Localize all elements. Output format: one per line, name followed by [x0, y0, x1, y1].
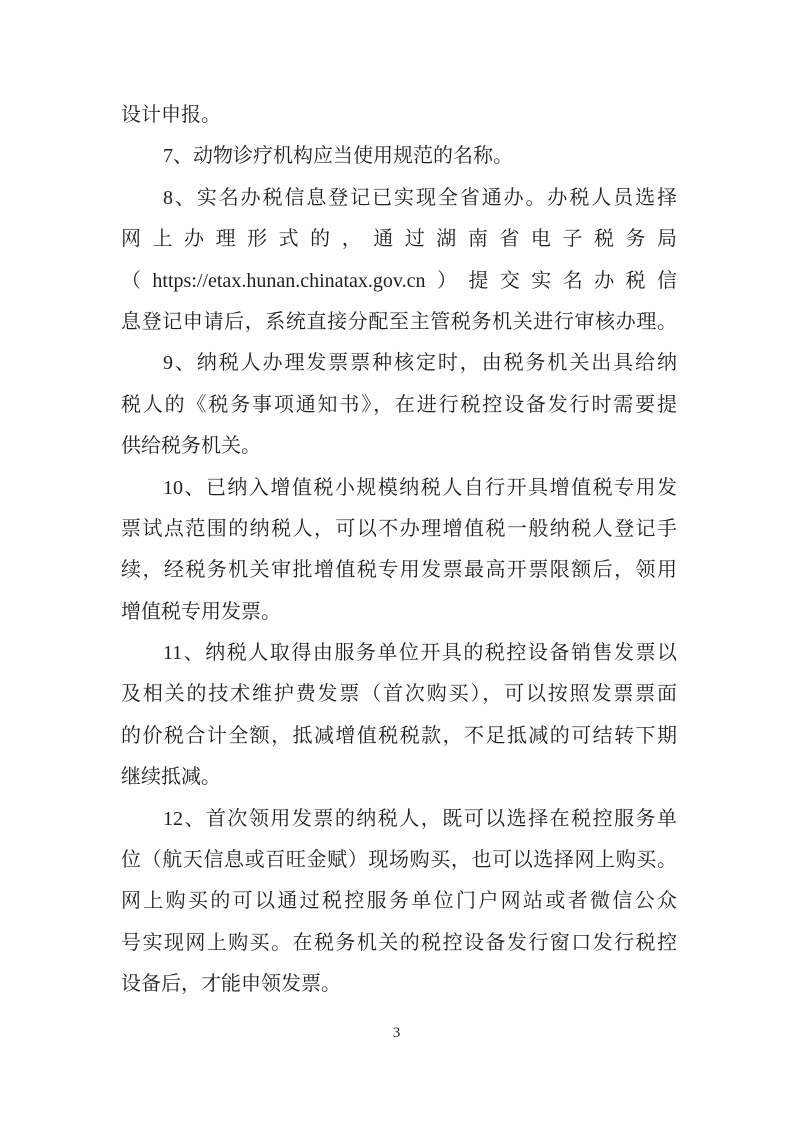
- text-line: 继续抵减。: [121, 766, 221, 789]
- text-line: 及相关的技术维护费发票（首次购买），可以按照发票票面: [121, 683, 677, 706]
- text-line: 11、纳税人取得由服务单位开具的税控设备销售发票以: [163, 642, 677, 665]
- text-line: 的价税合计全额，抵减增值税税款，不足抵减的可结转下期: [121, 724, 677, 747]
- text-line: 8、实名办税信息登记已实现全省通办。办税人员选择: [163, 186, 677, 209]
- text-line: 息登记申请后，系统直接分配至主管税务机关进行审核办理。: [121, 310, 677, 333]
- paragraph: [121, 468, 677, 634]
- paragraph: [121, 799, 677, 1006]
- text-line: 设计申报。: [121, 104, 221, 126]
- text-line: 网上购买的可以通过税控服务单位门户网站或者微信公众: [121, 890, 677, 913]
- paragraph: [121, 95, 677, 136]
- text-line: 税人的《税务事项通知书》，在进行税控设备发行时需要提: [121, 393, 677, 416]
- text-line: 号实现网上购买。在税务机关的税控设备发行窗口发行税控: [121, 931, 677, 954]
- text-line: 12、首次领用发票的纳税人，既可以选择在税控服务单: [163, 807, 677, 830]
- text-line: 7、动物诊疗机构应当使用规范的名称。: [163, 145, 513, 168]
- paragraph: [121, 136, 677, 177]
- paragraph: [121, 343, 677, 467]
- document-content: [121, 95, 677, 1006]
- page-number: 3: [392, 1025, 401, 1041]
- paragraph: [121, 633, 677, 799]
- text-line: 网上办理形式的，通过湖南省电子税务局: [121, 228, 677, 251]
- text-line: 9、纳税人办理发票票种核定时，由税务机关出具给纳: [163, 352, 677, 375]
- text-line: 续，经税务机关审批增值税专用发票最高开票限额后，领用: [121, 559, 677, 582]
- text-line: 设备后，才能申领发票。: [121, 973, 341, 996]
- text-line: 票试点范围的纳税人，可以不办理增值税一般纳税人登记手: [121, 517, 677, 540]
- text-line: 供给税务机关。: [121, 435, 261, 458]
- text-line: 位（航天信息或百旺金赋）现场购买，也可以选择网上购买。: [121, 849, 677, 872]
- text-line: （https://etax.hunan.chinatax.gov.cn）提交实名办税信: [121, 269, 677, 292]
- paragraph: [121, 178, 677, 344]
- text-line: 增值税专用发票。: [121, 600, 281, 623]
- text-line: 10、已纳入增值税小规模纳税人自行开具增值税专用发: [163, 476, 677, 499]
